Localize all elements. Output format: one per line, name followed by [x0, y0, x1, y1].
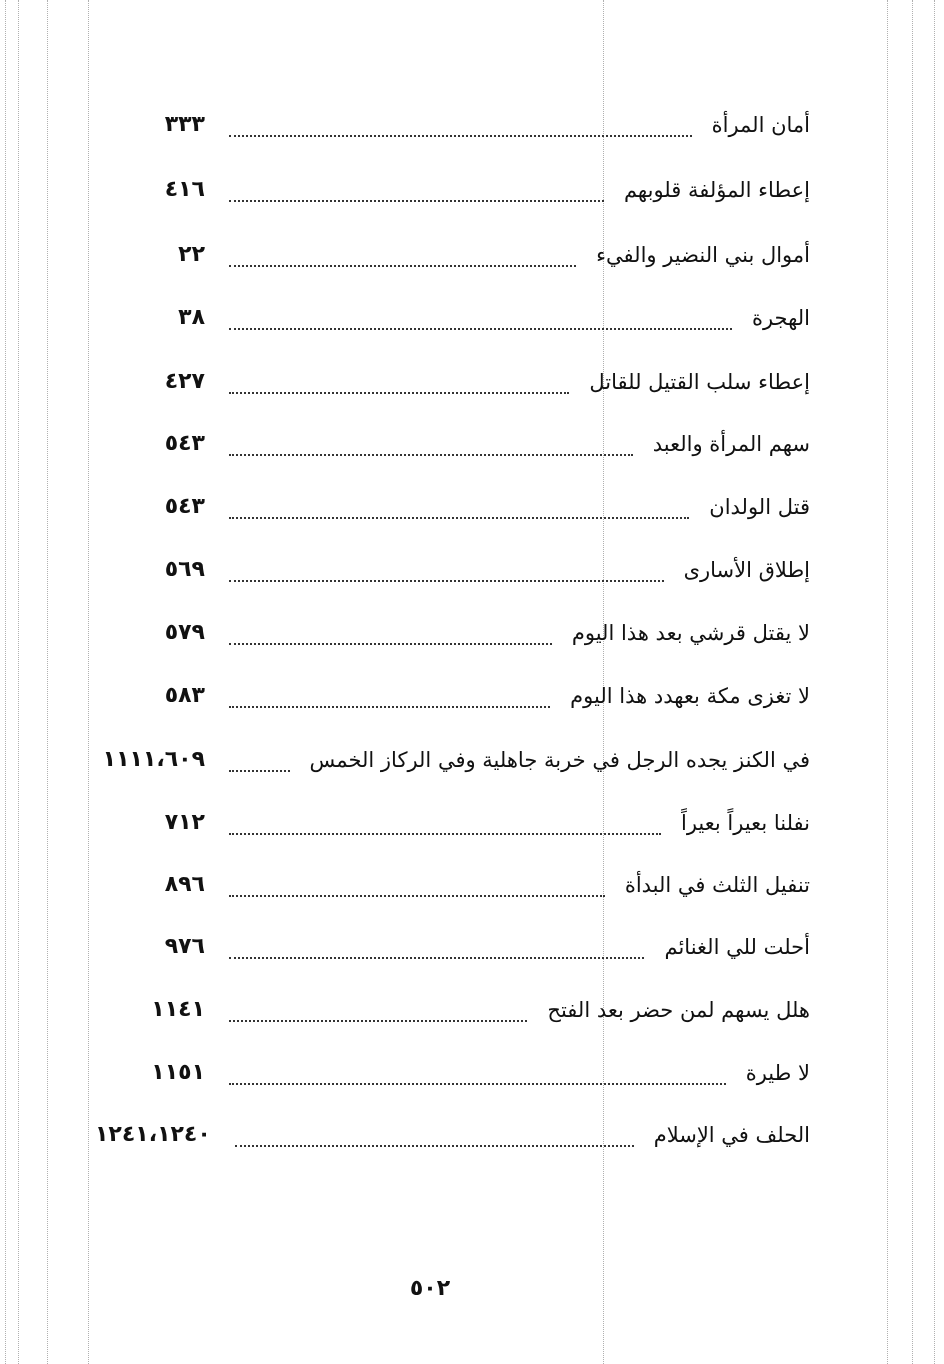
dot-leader — [229, 1043, 726, 1085]
entry-page-number: ٣٣٣ — [164, 112, 205, 137]
dot-leader — [229, 603, 552, 645]
toc-entry — [95, 487, 810, 527]
entry-page-number: ٤١٦ — [164, 177, 205, 202]
toc-entry — [95, 170, 810, 210]
dot-leader — [229, 730, 290, 772]
dot-leader — [229, 666, 550, 708]
entry-title: إعطاء سلب القتيل للقاتل — [589, 370, 810, 394]
entry-title: إطلاق الأسارى — [683, 558, 810, 582]
entry-page-number: ٩٧٦ — [164, 934, 205, 959]
toc-entry — [95, 362, 810, 402]
scan-edge-line — [887, 0, 888, 1364]
toc-entry — [95, 235, 810, 275]
entry-title: سهم المرأة والعبد — [652, 432, 810, 456]
entry-page-number: ٢٢ — [178, 242, 205, 267]
toc-entry — [95, 865, 810, 905]
dot-leader — [229, 160, 604, 202]
entry-title: الحلف في الإسلام — [653, 1123, 810, 1147]
dot-leader — [229, 352, 569, 394]
dot-leader — [229, 540, 664, 582]
entry-title: لا طيرة — [745, 1061, 810, 1085]
toc-entry — [95, 550, 810, 590]
scan-edge-line — [18, 0, 19, 1364]
toc-entry — [95, 613, 810, 653]
entry-page-number: ٥٤٣ — [164, 494, 205, 519]
toc-entry — [95, 676, 810, 716]
dot-leader — [229, 95, 692, 137]
entry-page-number: ١١٤١ — [151, 997, 205, 1022]
entry-title: لا تغزى مكة بعهدد هذا اليوم — [570, 684, 810, 708]
dot-leader — [229, 477, 689, 519]
entry-page-number: ٥٨٣ — [164, 683, 205, 708]
dot-leader — [229, 288, 732, 330]
toc-entry — [95, 298, 810, 338]
dot-leader — [235, 1105, 634, 1147]
toc-entry — [95, 424, 810, 464]
entry-title: هلل يسهم لمن حضر بعد الفتح — [547, 998, 810, 1022]
dot-leader — [229, 793, 661, 835]
scan-edge-line — [5, 0, 6, 1364]
dot-leader — [229, 855, 605, 897]
scan-edge-line — [88, 0, 89, 1364]
entry-page-number: ١٢٤١،١٢٤٠ — [95, 1122, 211, 1147]
entry-title: أمان المرأة — [711, 113, 810, 137]
toc-entry — [95, 1053, 810, 1093]
entry-title: نفلنا بعيراً بعيراً — [681, 811, 810, 835]
scan-edge-line — [934, 0, 935, 1364]
toc-entry — [95, 1115, 810, 1155]
toc-entry — [95, 740, 810, 780]
entry-title: إعطاء المؤلفة قلوبهم — [623, 178, 810, 202]
entry-page-number: ٤٢٧ — [164, 369, 205, 394]
entry-page-number: ١١١١،٦٠٩ — [102, 747, 205, 772]
toc-entry — [95, 105, 810, 145]
entry-page-number: ٨٩٦ — [164, 872, 205, 897]
entry-page-number: ٧١٢ — [164, 810, 205, 835]
dot-leader — [229, 917, 644, 959]
scan-edge-line — [912, 0, 913, 1364]
toc-entry — [95, 990, 810, 1030]
entry-title: قتل الولدان — [709, 495, 810, 519]
dot-leader — [229, 414, 633, 456]
entry-page-number: ٥٦٩ — [164, 557, 205, 582]
entry-page-number: ٥٧٩ — [164, 620, 205, 645]
entry-title: الهجرة — [751, 306, 810, 330]
entry-page-number: ٣٨ — [178, 305, 205, 330]
entry-title: في الكنز يجده الرجل في خربة جاهلية وفي الركاز الخمس — [309, 748, 810, 772]
dot-leader — [229, 980, 527, 1022]
entry-title: تنفيل الثلث في البدأة — [624, 873, 810, 897]
entry-title: لا يقتل قرشي بعد هذا اليوم — [571, 621, 810, 645]
toc-entry — [95, 803, 810, 843]
entry-title: أحلت للي الغنائم — [664, 935, 810, 959]
entry-title: أموال بني النضير والفيء — [596, 243, 810, 267]
page-footer-number: ٥٠٢ — [409, 1276, 451, 1301]
toc-entry — [95, 927, 810, 967]
entry-page-number: ١١٥١ — [151, 1060, 205, 1085]
dot-leader — [229, 225, 576, 267]
scan-edge-line — [47, 0, 48, 1364]
entry-page-number: ٥٤٣ — [164, 431, 205, 456]
